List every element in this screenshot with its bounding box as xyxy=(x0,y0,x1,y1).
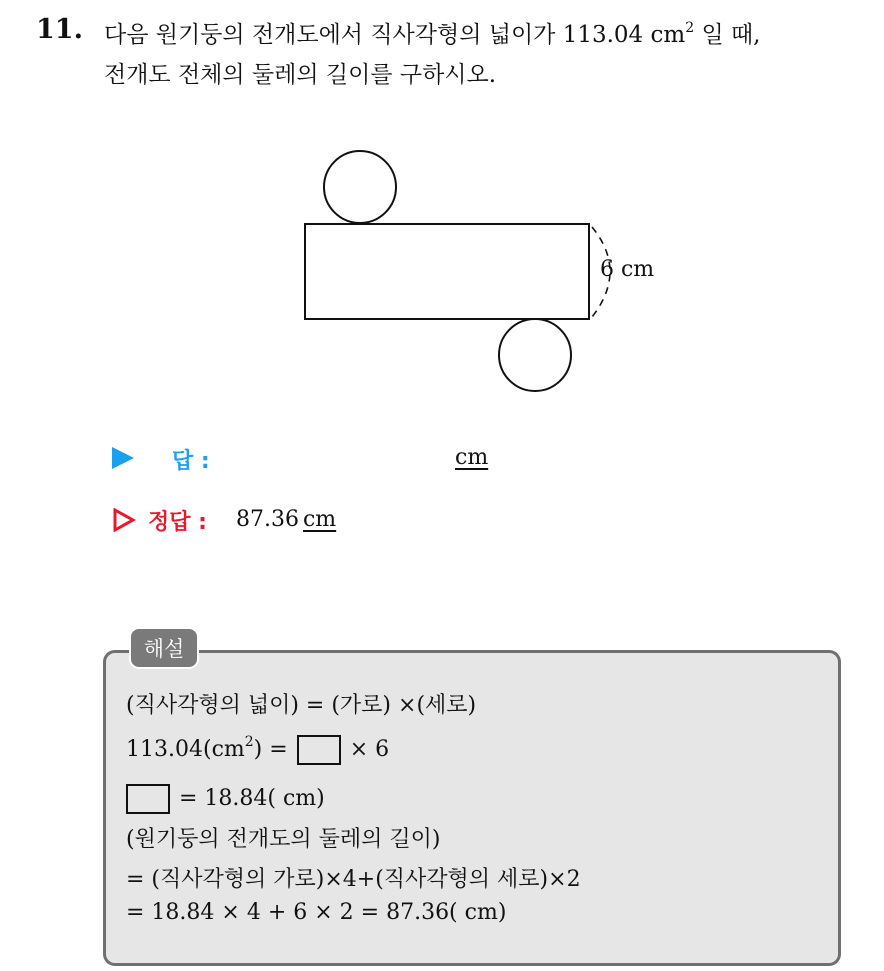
question-text-prefix: 다음 원기둥의 전개도에서 직사각형의 넓이가 113.04 xyxy=(104,22,644,48)
answer-blank-box xyxy=(297,735,341,765)
answer-arrow-icon xyxy=(112,447,134,469)
solution-tag: 해설 xyxy=(129,627,199,669)
solution-line-2-superscript: 2 xyxy=(244,734,254,750)
question-number: 11. xyxy=(36,14,83,45)
top-circle xyxy=(324,151,396,223)
solution-line-4: (원기둥의 전개도의 둘레의 길이) xyxy=(126,827,441,852)
solution-line-2-unit: cm xyxy=(211,737,245,762)
height-label: 6 cm xyxy=(600,257,655,282)
question-text-line1 xyxy=(104,16,761,49)
solution-line-6: = 18.84 × 4 + 6 × 2 = 87.36( cm) xyxy=(126,900,507,925)
cylinder-net-diagram xyxy=(300,145,680,395)
correct-answer-value xyxy=(236,507,336,532)
solution-line-2-mid: ) = xyxy=(253,737,288,762)
correct-arrow-icon xyxy=(112,508,134,530)
rectangle-side xyxy=(305,224,589,319)
solution-line-5: = (직사각형의 가로)×4+(직사각형의 세로)×2 xyxy=(126,867,581,892)
answer-blank-box-2 xyxy=(126,784,170,814)
question-text-line2: 전개도 전체의 둘레의 길이를 구하시오. xyxy=(104,62,497,88)
question-unit: cm xyxy=(650,22,686,48)
answer-unit: cm xyxy=(455,445,489,470)
correct-answer-number: 87.36 xyxy=(236,507,299,532)
solution-line-2-suffix: × 6 xyxy=(349,737,390,762)
question-text-suffix: 일 때, xyxy=(701,22,761,48)
correct-answer-unit: cm xyxy=(302,507,337,532)
solution-line-1: (직사각형의 넓이) = (가로) ×(세로) xyxy=(126,693,477,718)
solution-line-3-suffix: = 18.84( cm) xyxy=(179,786,325,811)
correct-answer-label: 정답 : xyxy=(148,510,207,535)
solution-line-2 xyxy=(126,734,389,765)
solution-line-3 xyxy=(126,784,325,814)
solution-line-2-prefix: 113.04( xyxy=(126,737,212,762)
bottom-circle xyxy=(499,319,571,391)
answer-label: 답 : xyxy=(172,449,210,474)
question-unit-superscript: 2 xyxy=(685,20,695,36)
